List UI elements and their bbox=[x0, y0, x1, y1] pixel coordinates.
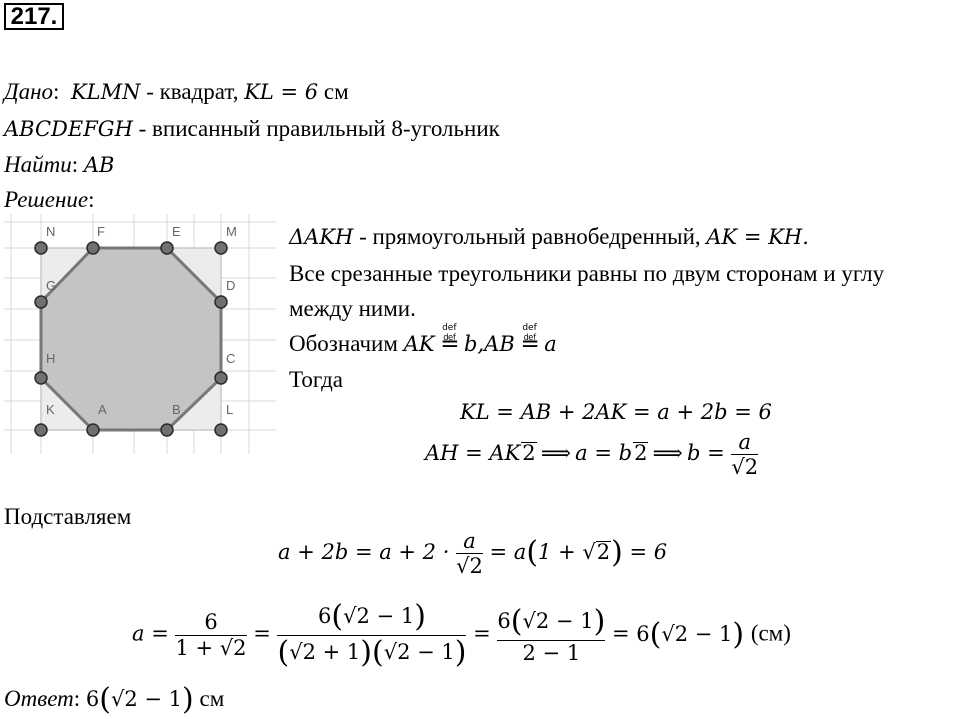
def-symbol-2: def ≝ bbox=[520, 323, 540, 356]
answer-expr: 6(√2 − 1) bbox=[85, 682, 194, 717]
equal-expr: AK = KH. bbox=[706, 225, 809, 249]
triangle-text: - прямоугольный равнобедренный, bbox=[353, 224, 707, 249]
given-line-2 bbox=[4, 117, 500, 140]
label-G: G bbox=[46, 278, 57, 293]
denote-text: Обозначим bbox=[289, 331, 404, 356]
substitute-label: Подставляем bbox=[4, 504, 132, 529]
point-E bbox=[161, 242, 173, 254]
label-F: F bbox=[97, 224, 105, 239]
answer-line: Ответ: 6(√2 − 1) см bbox=[4, 682, 225, 717]
given-line-1: Дано: KLMN - квадрат, KL = 6 см bbox=[4, 79, 349, 104]
point-C bbox=[215, 372, 227, 384]
square-name: KLMN bbox=[70, 80, 141, 104]
triangle-expr: ΔAKH bbox=[289, 225, 354, 249]
octagon-name: ABCDEFGH bbox=[4, 117, 133, 141]
find-line: Найти: AB bbox=[4, 152, 115, 177]
label-B: B bbox=[172, 402, 181, 417]
equation-2: AH = AK2 ⟹ a = b2 ⟹ b = $\frac{a}{√2}$ bbox=[425, 430, 759, 480]
solution-label-line: Решение: bbox=[4, 187, 95, 212]
side-unit: см bbox=[318, 79, 349, 104]
point-G bbox=[35, 296, 47, 308]
answer-unit: см bbox=[199, 686, 225, 711]
point-N bbox=[35, 242, 47, 254]
denote-b: b, bbox=[464, 332, 485, 356]
def-symbol-1: def ≝ bbox=[440, 323, 460, 356]
denote-ab: AB bbox=[484, 332, 515, 356]
solution-label: Решение bbox=[4, 187, 89, 212]
label-M: M bbox=[226, 224, 237, 239]
point-B bbox=[161, 424, 173, 436]
equation-3: a + 2b = a + 2 · $\frac{a}{√2}$ = a(1 + √2) = 6 bbox=[278, 529, 668, 579]
label-N: N bbox=[46, 224, 56, 239]
line2: Все срезанные треугольники равны по двум сторонам и углу bbox=[289, 261, 885, 286]
label-K: K bbox=[46, 402, 55, 417]
label-C: C bbox=[226, 351, 236, 366]
label-H: H bbox=[46, 351, 56, 366]
point-H bbox=[35, 372, 47, 384]
equation-4: a = $\frac{6}{1 + √2}$ = $\frac{6(√2 - 1)}{(√2 + 1)(√2 - 1)}$ = $\frac{6(√2 - 1)}{2 - 1}$ = 6(√2 − 1) (см) bbox=[132, 599, 791, 670]
label-E: E bbox=[172, 224, 181, 239]
given-label: Дано bbox=[4, 79, 54, 104]
label-L: L bbox=[226, 402, 234, 417]
denote-line bbox=[289, 323, 557, 356]
point-K bbox=[35, 424, 47, 436]
find-target: AB bbox=[83, 153, 115, 177]
side-expr: KL = 6 bbox=[244, 80, 319, 104]
then-label: Тогда bbox=[289, 367, 344, 392]
line3: между ними. bbox=[289, 296, 416, 321]
point-M bbox=[215, 242, 227, 254]
octagon-figure bbox=[4, 214, 276, 454]
point-D bbox=[215, 296, 227, 308]
label-D: D bbox=[226, 278, 236, 293]
answer-label: Ответ bbox=[4, 686, 74, 711]
point-A bbox=[87, 424, 99, 436]
denote-ak: AK bbox=[403, 332, 435, 356]
point-F bbox=[87, 242, 99, 254]
octagon-text: - вписанный правильный 8-угольник bbox=[132, 116, 500, 141]
octagon bbox=[41, 248, 221, 430]
problem-number: 217. bbox=[4, 3, 64, 30]
triangle-line bbox=[289, 225, 809, 248]
find-label: Найти bbox=[4, 152, 72, 177]
point-L bbox=[215, 424, 227, 436]
equation-1: KL = AB + 2AK = a + 2b = 6 bbox=[460, 400, 772, 424]
denote-a: a bbox=[544, 332, 557, 356]
label-A: A bbox=[98, 402, 107, 417]
square-text: - квадрат, bbox=[140, 79, 245, 104]
